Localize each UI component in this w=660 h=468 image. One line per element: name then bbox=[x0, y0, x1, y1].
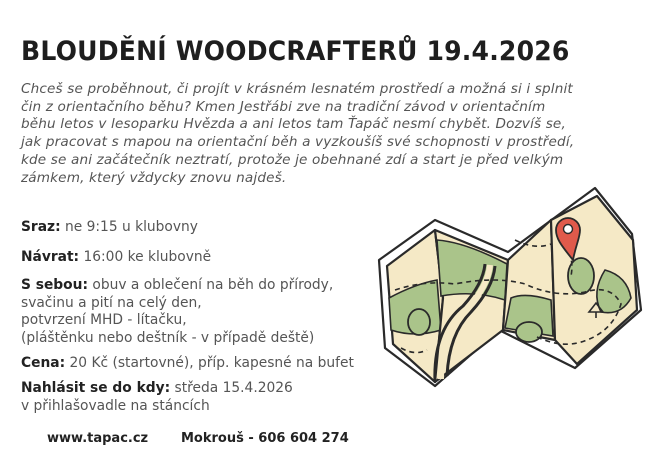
info-sraz bbox=[21, 219, 198, 237]
info-nahlasit bbox=[21, 380, 293, 415]
info-sebou bbox=[21, 277, 333, 347]
cena-value: 20 Kč (startovné), příp. kapesné na bufet bbox=[65, 355, 354, 371]
footer-website[interactable]: www.tapac.cz bbox=[47, 431, 149, 446]
cena-label: Cena: bbox=[21, 355, 66, 371]
sebou-line1: obuv a oblečení na běh do přírody, bbox=[88, 277, 334, 293]
sraz-value: ne 9:15 u klubovny bbox=[60, 219, 198, 235]
sebou-line4: (pláštěnku nebo deštník - v případě deště) bbox=[21, 329, 315, 346]
map-panel-right-center bbox=[503, 220, 555, 342]
sebou-label: S sebou: bbox=[21, 277, 89, 293]
nahlasit-line2: v přihlašovadle na stáncích bbox=[21, 397, 210, 414]
sraz-label: Sraz: bbox=[21, 219, 61, 235]
nahlasit-value: středa 15.4.2026 bbox=[170, 380, 293, 396]
sebou-line3: potvrzení MHD - lítačku, bbox=[21, 312, 187, 328]
nahlasit-label: Nahlásit se do kdy: bbox=[21, 380, 171, 396]
intro-paragraph: Chceš se proběhnout, či projít v krásném lesnatém prostředí a možná si i splnit čin z orientačního běhu? Kmen Jestřábi zve na tradiční závod v orientačním běhu letos v lesoparku Hvězda a ani letos tam Ťapáč nesmí chybět. Dozvíš se, jak pracovat s mapou na orientační běh a vyzkoušíš své schopnosti v prostředí, kde se ani začátečník neztratí, protože je obehnané zdí a start je před velkým zámkem, který vždycky znovu najdeš. bbox=[21, 81, 575, 186]
navrat-value: 16:00 ke klubovně bbox=[79, 249, 212, 265]
navrat-label: Návrat: bbox=[21, 249, 80, 265]
footer-contact: Mokrouš - 606 604 274 bbox=[181, 431, 349, 446]
folded-map-illustration bbox=[375, 180, 645, 420]
info-navrat bbox=[21, 249, 211, 267]
info-cena bbox=[21, 355, 354, 373]
page-title: BLOUDĚNÍ WOODCRAFTERŮ 19.4.2026 bbox=[21, 36, 570, 67]
sebou-line2: svačinu a pití na celý den, bbox=[21, 294, 202, 311]
map-panel-middle bbox=[435, 230, 508, 382]
